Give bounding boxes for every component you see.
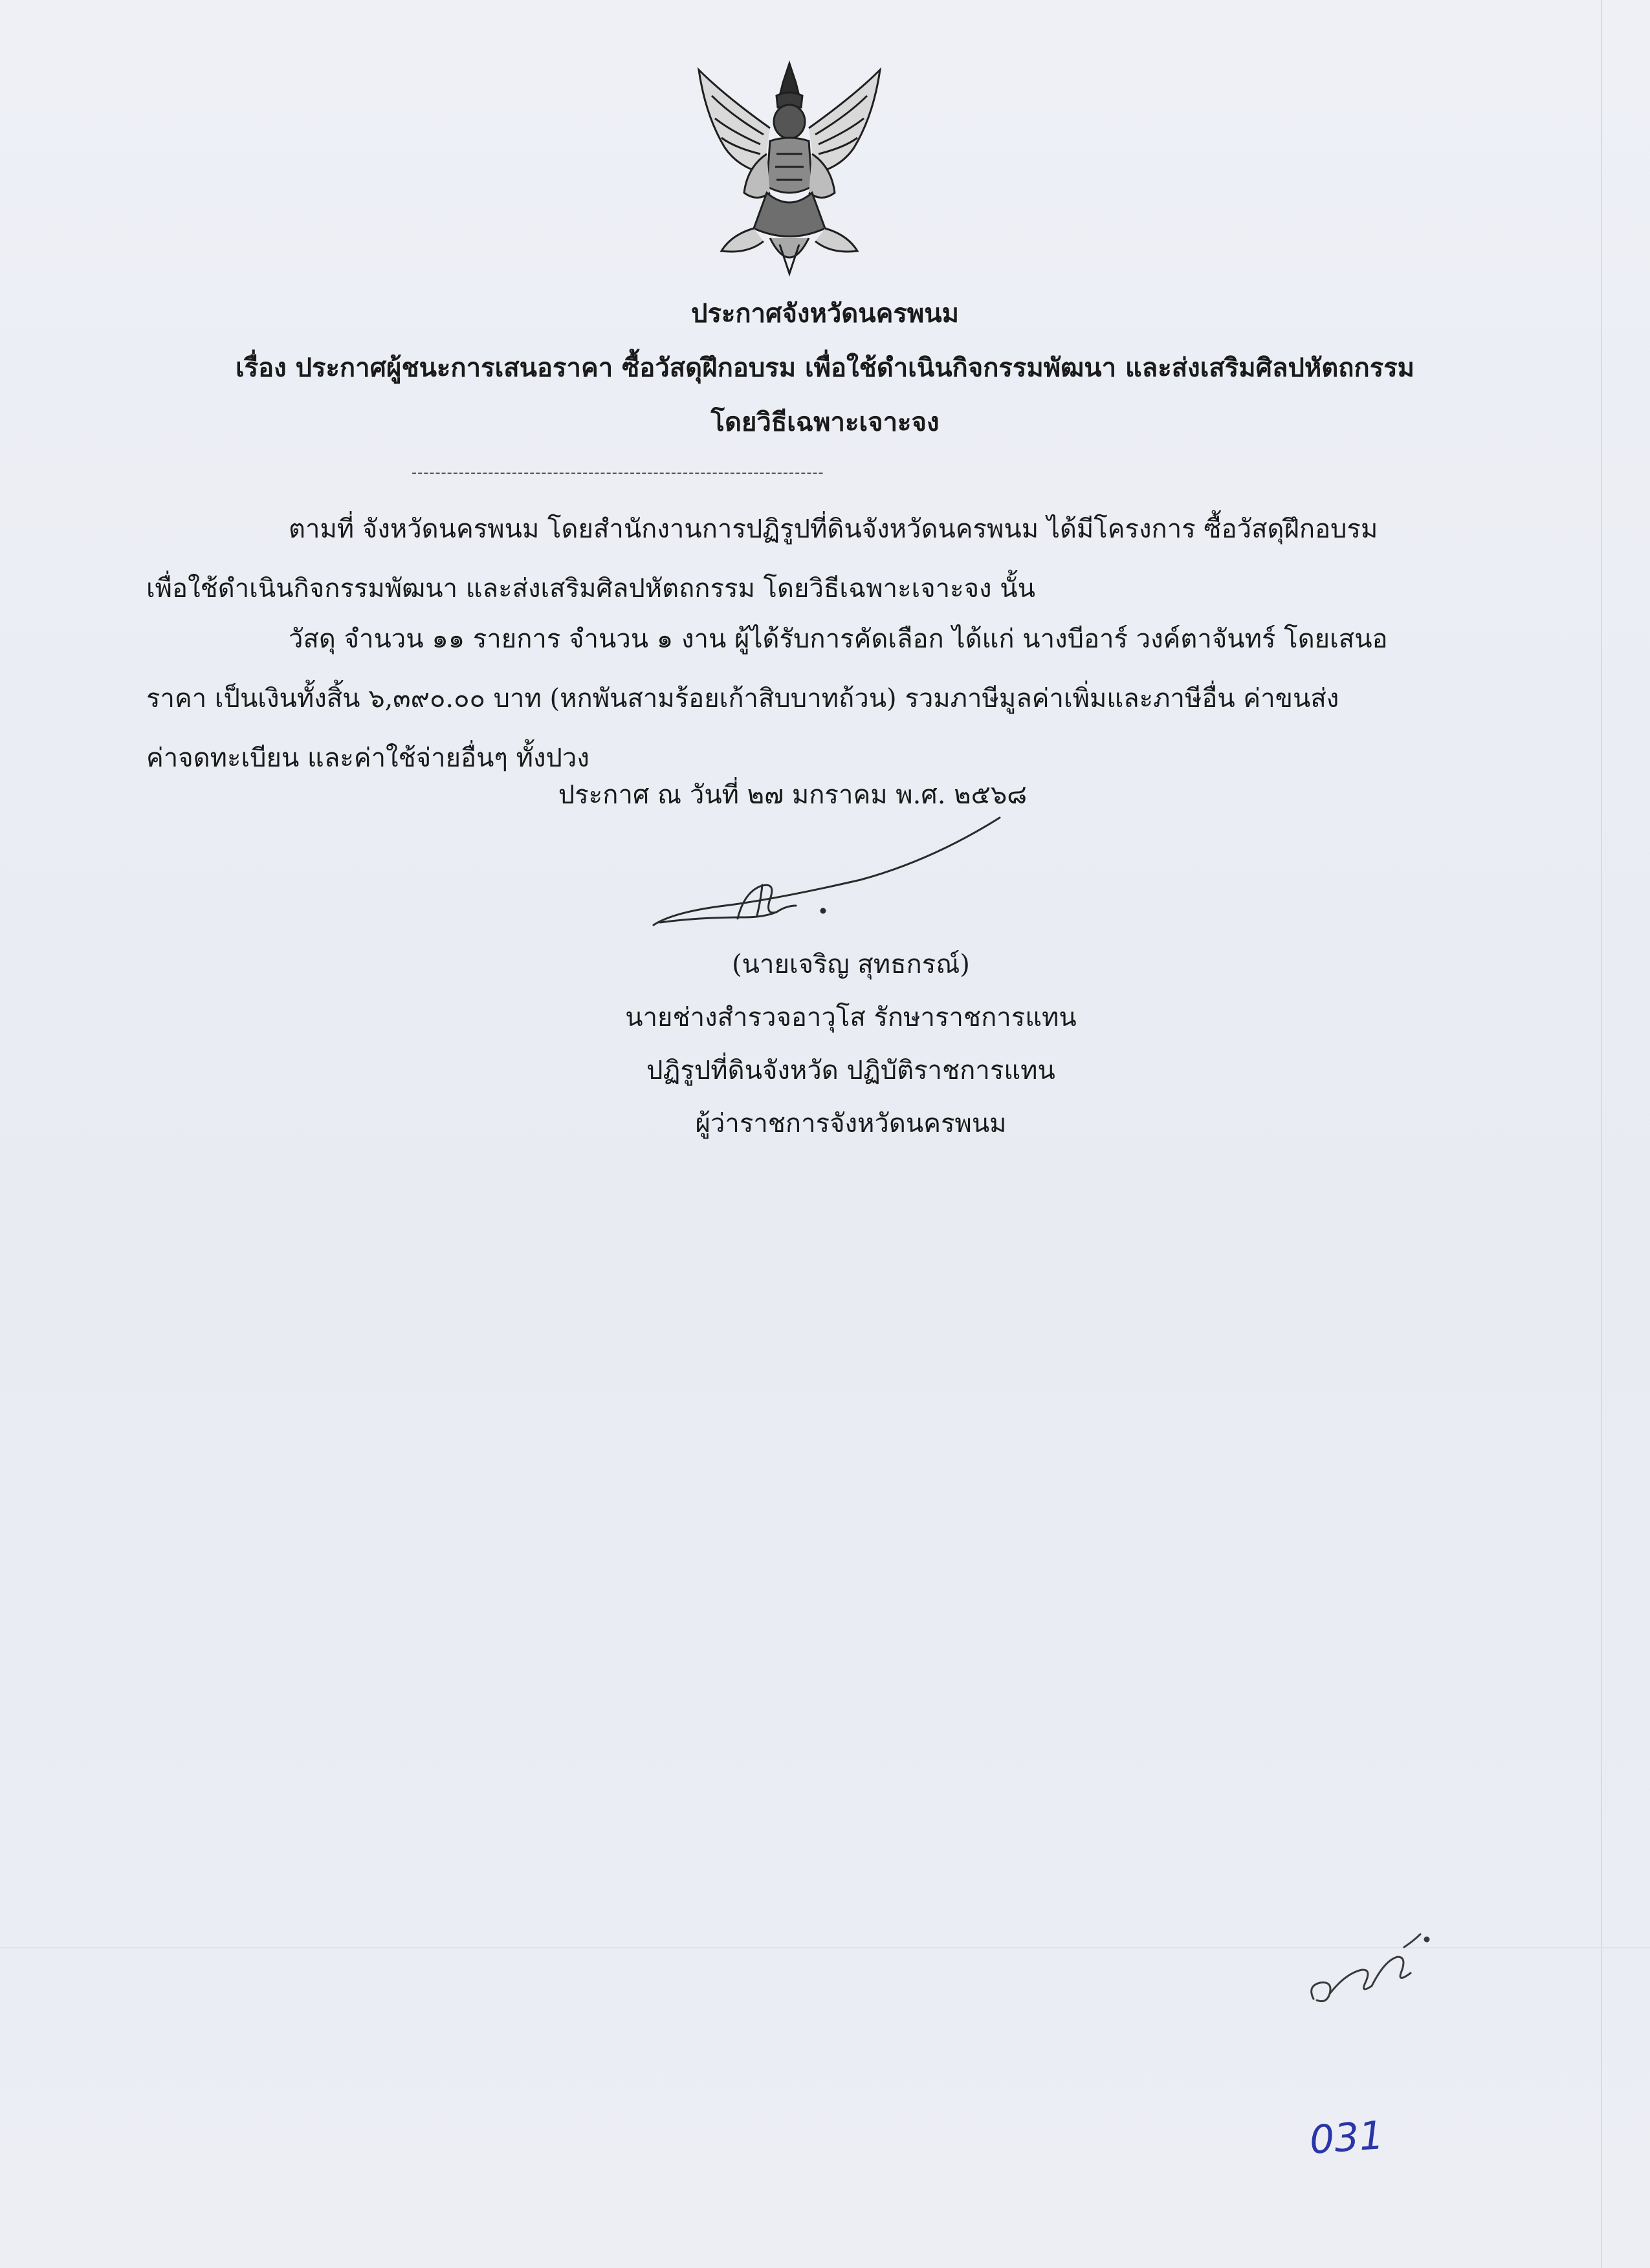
signatory-position: ผู้ว่าราชการจังหวัดนครพนม: [695, 1109, 1007, 1139]
paragraph-line: เพื่อใช้ดำเนินกิจกรรมพัฒนา และส่งเสริมศิลปหัตถกรรม โดยวิธีเฉพาะเจาะจง นั้น: [146, 574, 1035, 604]
procurement-method: โดยวิธีเฉพาะเจาะจง: [710, 407, 940, 437]
signatory-position: นายช่างสำรวจอาวุโส รักษาราชการแทน: [625, 1003, 1077, 1032]
paragraph-line: ค่าจดทะเบียน และค่าใช้จ่ายอื่นๆ ทั้งปวง: [146, 743, 589, 773]
handwritten-page-number: 031: [1308, 2113, 1385, 2163]
document-subject: เรื่อง ประกาศผู้ชนะการเสนอราคา ซื้อวัสดุฝึกอบรม เพื่อใช้ดำเนินกิจกรรมพัฒนา และส่งเสริมศิลปหัตถกรรม: [235, 353, 1415, 383]
document-title: ประกาศจังหวัดนครพนม: [691, 298, 959, 329]
signatory-position: ปฏิรูปที่ดินจังหวัด ปฏิบัติราชการแทน: [646, 1056, 1055, 1085]
signatory-name: (นายเจริญ สุทธกรณ์): [732, 950, 970, 979]
handwritten-signature-icon: [647, 809, 1009, 938]
paragraph-project: [146, 499, 1440, 618]
announcement-date: ประกาศ ณ วันที่ ๒๗ มกราคม พ.ศ. ๒๕๖๘: [558, 780, 1028, 810]
garuda-emblem-icon: [686, 57, 893, 283]
handwritten-initials-icon: [1301, 1921, 1436, 2018]
paragraph-line: วัสดุ จำนวน ๑๑ รายการ จำนวน ๑ งาน ผู้ได้รับการคัดเลือก ได้แก่ นางบีอาร์ วงค์ตาจันทร์ โดยเสนอ: [289, 624, 1388, 654]
paragraph-winner: [146, 609, 1440, 788]
paragraph-line: ตามที่ จังหวัดนครพนม โดยสำนักงานการปฏิรูปที่ดินจังหวัดนครพนม ได้มีโครงการ ซื้อวัสดุฝึกอบรม: [289, 514, 1378, 544]
header-divider: ----------------------------------------------------------------------: [412, 463, 824, 481]
paragraph-line: ราคา เป็นเงินทั้งสิ้น ๖,๓๙๐.๐๐ บาท (หกพันสามร้อยเก้าสิบบาทถ้วน) รวมภาษีมูลค่าเพิ่มและภาษีอื่น ค่าขนส่ง: [146, 684, 1339, 714]
